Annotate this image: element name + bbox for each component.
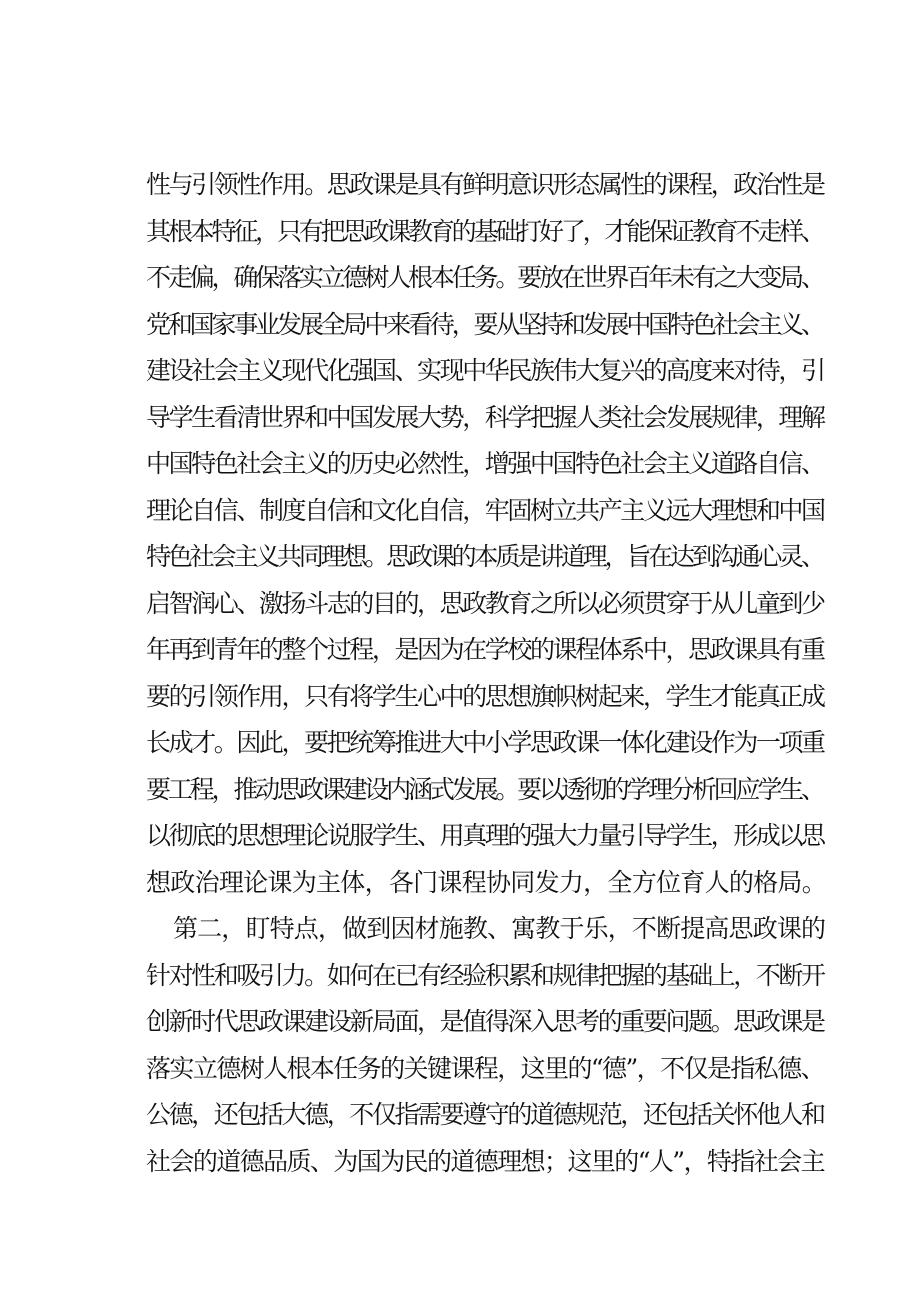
text-line: 社会的道德品质、为国为民的道德理想；这里的“人”，特指社会主: [146, 1146, 824, 1176]
text-line: 性与引领性作用。思政课是具有鲜明意识形态属性的课程，政治性是: [146, 170, 824, 199]
text-line: 启智润心、激扬斗志的目的，思政教育之所以必须贯穿于从儿童到少: [146, 588, 824, 618]
text-line: 落实立德树人根本任务的关键课程，这里的“德”，不仅是指私德、: [146, 1053, 824, 1083]
text-line: 想政治理论课为主体，各门课程协同发力，全方位育人的格局。: [146, 867, 827, 897]
text-line: 公德，还包括大德，不仅指需要遵守的道德规范，还包括关怀他人和: [146, 1100, 824, 1129]
text-line: 其根本特征，只有把思政课教育的基础打好了，才能保证教育不走样、: [146, 216, 823, 246]
text-line: 年再到青年的整个过程，是因为在学校的课程体系中，思政课具有重: [146, 635, 824, 664]
text-line: 创新时代思政课建设新局面，是值得深入思考的重要问题。思政课是: [146, 1007, 824, 1036]
text-line: 导学生看清世界和中国发展大势，科学把握人类社会发展规律，理解: [146, 402, 824, 432]
text-line: 不走偏，确保落实立德树人根本任务。要放在世界百年未有之大变局、: [146, 263, 823, 292]
text-line: 要工程，推动思政课建设内涵式发展。要以透彻的学理分析回应学生、: [146, 774, 823, 804]
text-line: 党和国家事业发展全局中来看待，要从坚持和发展中国特色社会主义、: [146, 309, 823, 339]
text-line: 长成才。因此，要把统筹推进大中小学思政课一体化建设作为一项重: [146, 728, 824, 757]
text-line: 以彻底的思想理论说服学生、用真理的强大力量引导学生，形成以思: [146, 821, 824, 850]
text-line: 第二，盯特点，做到因材施教、寓教于乐，不断提高思政课的: [173, 914, 826, 943]
text-line: 建设社会主义现代化强国、实现中华民族伟大复兴的高度来对待，引: [146, 356, 824, 385]
text-line: 理论自信、制度自信和文化自信，牢固树立共产主义远大理想和中国: [146, 495, 824, 525]
text-line: 要的引领作用，只有将学生心中的思想旗帜树起来，学生才能真正成: [146, 681, 824, 711]
text-line: 中国特色社会主义的历史必然性，增强中国特色社会主义道路自信、: [146, 449, 824, 478]
text-line: 针对性和吸引力。如何在已有经验积累和规律把握的基础上，不断开: [146, 960, 824, 990]
text-line: 特色社会主义共同理想。思政课的本质是讲道理，旨在达到沟通心灵、: [146, 542, 823, 571]
body-text: [146, 162, 826, 1185]
